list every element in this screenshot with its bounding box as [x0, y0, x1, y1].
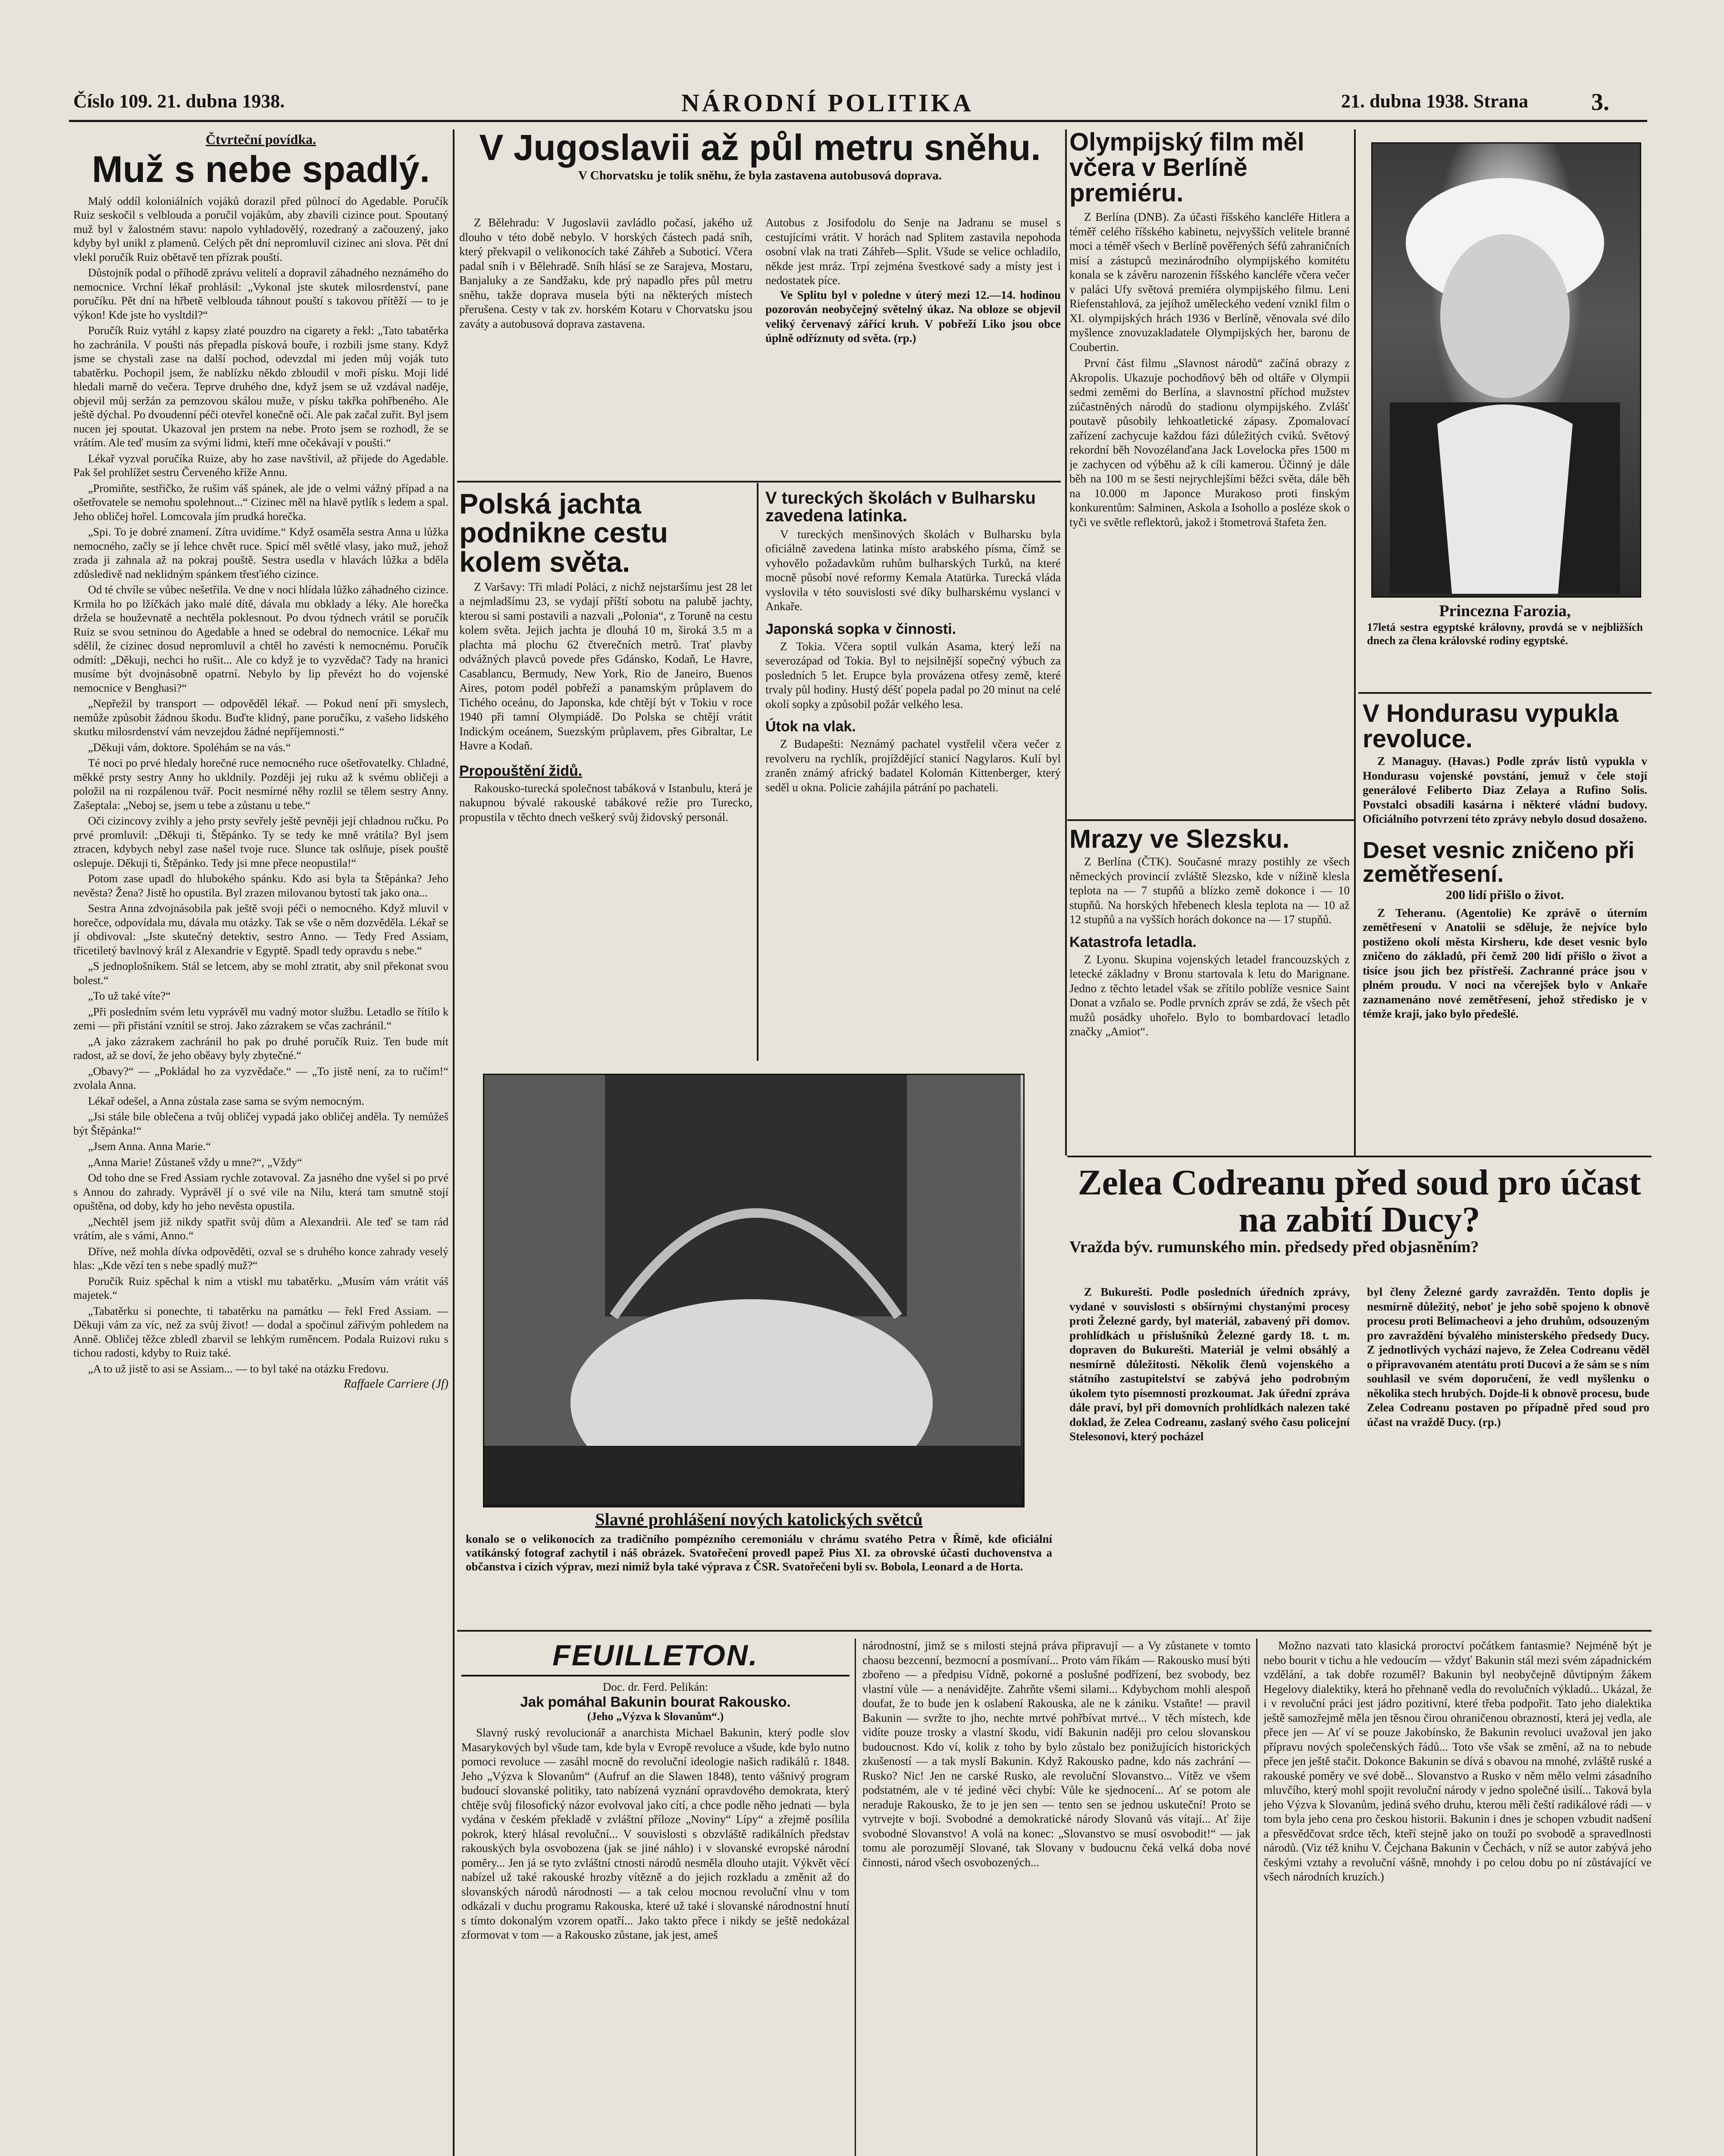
story-paragraph: „Při posledním svém letu vyprávěl mu vadný motor službu. Letadlo se řítilo k zemi — při přistání vznítil se stroj. Jako zázrakem se včas zachránil.“ — [73, 1005, 448, 1032]
bulgaria-body: V tureckých menšinových školách v Bulharsku byla oficiálně zavedena latinka místo arabského písma, čímž se vyhovělo požadavkům ruhům bulharských Turků, na které mocně působí nové reformy Kemala Atatürka. Turecká vláda vyslovila v této souvislosti své díky bulharskému vyslanci v Ankaře. — [765, 527, 1061, 613]
article-frost — [1069, 826, 1350, 1158]
story-paragraph: Sestra Anna zdvojnásobila pak ještě svoji péči o nemocného. Když mluvil v horečce, odpovídala mu, dávala mu otázky. Tak se vše o něm dozvěděla. Lékař se jí obdivoval: „Jste skutečný detektiv, sestro Anno. — Tedy Fred Assiam, třicetiletý bavlnový král z Alexandrie v Egyptě. Spadl tedy opravdu s nebe.“ — [73, 902, 448, 957]
story-paragraph: „Děkuji vám, doktore. Spoléhám se na vás.“ — [88, 740, 291, 754]
yugo-col-a: Z Bělehradu: V Jugoslavii zavládlo počasí, jakého už dlouho v této době nebylo. V horských částech padá sníh, který překvapil o velikonocích také Záhřeb a Suboticí. Včera padal sníh i v Bělehradě. Sníh hlásí se ze Sarajeva, Mostaru, Banjaluky a ze Sandžaku, kde prý napadlo přes půl metru sněhu, takže doprava musela býti na některých místech přerušena. Cesty v tak zv. horském Kotaru v Chorvatsku jsou zaváty a autobusová doprava zastavena. — [459, 216, 752, 330]
column-rule — [453, 129, 455, 2156]
story-headline: Muž s nebe spadlý. — [92, 149, 430, 190]
section-rule — [457, 481, 1061, 483]
story-paragraph: „Promiňte, sestřičko, že rušim váš spánek, ale jde o velmi vážný případ a na ošetřovatele se nemohu spolehnout...“ Cizinec měl na hlavě pytlík s ledem a spal. Jeho obličej hořel. Lomcovala jím prudká horečka. — [73, 481, 448, 523]
article-polish-yacht — [459, 489, 752, 1063]
story-paragraph: „Spi. To je dobré znamení. Zítra uvidíme.“ Když osaměla sestra Anna u lůžka nemocného, začly se jí lehce chvět ruce. Spicí měl světlé vlasy, jako muž, jehož zrada ji zahnala až na pokraj pouště. Sestra usedla v hlavách lůžka a bděla zdůsledivě nad neklidným spánkem třesťiého cizince. — [73, 525, 448, 580]
story-paragraph: Od té chvíle se vůbec nešetřila. Ve dne v noci hlídala lůžko záhadného cizince. Krmila ho po lžíčkách jako malé dítě, dávala mu obklady a léky. Ale horečka držela se houževnatě a nechtěla poklesnout. Po dvou týdnech vrátil se poručík Ruiz se svou setninou do Agedable a hned se odebral do nemocnice. Lékař mu sdělil, že cizinec dosud nepromluvil a chtěl ho zavésti k nemocnému. Poručík odmítl: „Děkuji, nechci ho rušit... Ale co když je to vyzvědač? Tady na hranici musíme být dvojnásobně opatrní. Nebylo by lip převézt ho do vojenské nemocnice v Benghasi?“ — [73, 583, 448, 694]
story-paragraph: Od toho dne se Fred Assiam rychle zotavoval. Za jasného dne vyšel si po prvé s Annou do zahrady. Vyprávěl jí o své vile na Nilu, která tam smutně stojí opuštěna, od doby, kdy ho jeho nevěsta opustila. — [73, 1171, 448, 1213]
codreanu-col-a: Z Bukurešti. Podle posledních úředních zprávy, vydané v souvislosti s obšírnými chystanými procesy proti Železné gardy, byl materiál, zabavený při domov. prohlídkách u příslušníků Železné gardy 18. t. m. dopraven do Bukurešti. Materiál je velmi obsáhlý a nesmírně důležitosti. Několik členů vojenského a státního zastupitelství se zabývá jeho podrobným úkolem tyto písemnosti prozkoumat. Jak úřední zpráva dále praví, byl při domovních prohlídkách nalezen také doklad, že Zelea Codreanu, zaslaný svého času policejní Stelesonovi, který pocházel — [1069, 1285, 1350, 1443]
honduras-headline: V Hondurasu vypukla revoluce. — [1363, 701, 1619, 753]
codreanu-col-b: byl členy Železné gardy zavražděn. Tento doplis je nesmírně důležitý, neboť je jeho sobě spojeno k obnově procesu proti Belimacheovi a jeho druhům, odsouzeným pro zavraždění bývalého ministerského předsedy Ducy. Z jednotlivých vychází najevo, že Zelea Codreanu věděl o připravovaném atentátu proti Ducovi a že sám se s ním souhlasil ve svém doporučení, že vedl myšlenku o několika stech hrubých. Dojde-li k obnově procesu, bude Zelea Codreanu postaven po případně před soud pro účast na vraždě Ducy. (rp.) — [1367, 1285, 1649, 1429]
story-paragraph: „Nepřežil by transport — odpověděl lékař. — Pokud není při smyslech, nemůže způsobit žádnou škodu. Buďte klidný, pane poručíku, z vašeho lidského skutku milosrdenství vám nevzejdou žádné nepříjemnosti.“ — [73, 697, 448, 738]
story-paragraph: „A to už jistě to asi se Assiam... — to byl také na otázku Fredovu. — [88, 1362, 389, 1375]
princess-caption-body: 17letá sestra egyptské královny, provdá se v nejbližších dnech za člena královské rodiny egyptské. — [1367, 621, 1643, 647]
story-paragraph: „To už také víte?“ — [88, 989, 171, 1003]
ceremony-floor — [484, 1446, 1021, 1504]
section-rule — [457, 1630, 1652, 1632]
story-paragraph: „A jako zázrakem zachránil ho pak po druhé poručík Ruiz. Ten bude mít radost, až se doví, že jeho oběavy byly zbytečné.“ — [73, 1034, 448, 1062]
masthead-rule — [69, 120, 1647, 122]
column-rule — [1065, 129, 1067, 1156]
canonization-caption — [466, 1509, 1052, 1630]
train-attack-body: Z Budapešti: Neznámý pachatel vystřelil včera večer z revolveru na rychlík, projíždějící stanicí Nagylaros. Kulí byl zraněn známý africký badatel Kolomán Kittenberger, který seděl u okna. Policie zahájila pátrání po pachateli. — [765, 737, 1061, 794]
story-paragraph: „Jsi stále bile oblečena a tvůj obličej vypadá jako obličej anděla. Ty nemůžeš být Štěpánka!“ — [73, 1110, 448, 1137]
story-column — [73, 132, 448, 2156]
article-yugoslavia — [459, 129, 1061, 474]
column-rule — [855, 1639, 856, 2156]
yacht-headline: Polská jachta podnikne cestu kolem světa. — [459, 489, 668, 578]
section-rule — [1067, 1156, 1652, 1157]
honduras-body: Z Managuy. (Havas.) Podle zpráv listů vypukla v Hondurasu vojenské povstání, jemuž v čele stojí generálové Feliberto Diaz Zelaya a Rufino Solis. Povstalci obsadili kasárna i některé vládní budovy. Oficiálního potvrzení této zprávy nebylo dosud dosaženo. — [1363, 755, 1647, 826]
feuilleton-col-a-body: Slavný ruský revolucionář a anarchista Michael Bakunin, který podle slov Masarykových byl všude tam, kde byla v Evropě revoluce a všude, kde bylo nutno pomoci revoluce — zasáhl mocně do revoluční ideologie našich radikálů r. 1848. Jeho „Výzva k Slovanům“ (Aufruf an die Slawen 1848), tento vášnivý program budoucí slovanské politiky, tato nabízená vyznání opravdového demokrata, který chtěje svůj filosofický názor evolvoval jako cítí, a chce podle něho jednati — byla vydána v českém překladě v zvláštní příloze „Noviny“ Lípy“ a zřejmě posílila pokrok, který hlásal revoluční... V souvislosti s obzvláště radikálních představ rakouských byla osvobozena (jak se jiné náhlo) i v slovanské evropské národní poměry... Jen já se tyto zvláštní ctnosti národů nesměla dlouho utajit. Výkvět věcí nabízel už také rakouské hrozby vítězně a do jejich rozkladu a změnit až do slovanských národů národnosti — a tak celou mocnou revoluční vlnu v tom odkázali v duchu programu Rakouska, které už také i slovanské národnostní hnutí s tímto dokonalým vzorem opatří... Jako takto přece i nikdy se ještě nedokázal zformovat v tom — a Rakousko zůstane, jak jest, ameš — [461, 1726, 849, 1941]
yugo-subheadline: V Chorvatsku je tolik sněhu, že byla zastavena autobusová doprava. — [578, 168, 942, 182]
feuilleton-title: FEUILLETON. — [552, 1639, 759, 1672]
yugo-headline: V Jugoslavii až půl metru sněhu. — [479, 129, 1041, 168]
codreanu-headline: Zelea Codreanu před soud pro účast na zabití Ducy? — [1078, 1164, 1641, 1240]
story-paragraph: Poručík Ruiz spěchal k nim a vtiskl mu tabatěrku. „Musím vám vrátit váš majetek.“ — [73, 1274, 448, 1302]
feuilleton-col-b-body: národnostní, jimž se s milosti stejná práva připravují — a Vy zůstanete v tomto chaosu bezcenní, bezmocní a posmívaní... Proto vám říkám — Rakousko musí býti zbořeno — a předpisu Vídně, pokorné a poslušné podřízení, bez svobody, bez vlastní vůle — a nenávidějte. Zahrňte všemi silami... Kdybychom mohli alespoň doufat, že to bude jen k oslabení Rakouska, ale ne k zániku. Vstaňte! — pravil Bakunin — svržte to jho, nechte mrtvé pohřbívat mrtvé... V těch místech, kde vidíte pouze trosky a vlastní škodu, vidí Bakunin naději pro celou slovanskou budoucnost. Kdo ví, kolik z toho by bylo zůstalo bez ponižujících historických zkušeností — a tak myslí Bakunin. Když Rakousko padne, kdo nás zachrání — Rusko? Nic! Jen ne carské Rusko, ale revoluční Slovanstvo... Vítěz ve všem podstatném, ale v té jediné věci chybí: Vůle ke sjednocení... Ať se potom ale neraduje Rakousko, že to je jen sen — tento sen se jednou uskuteční! Proto se vytrvejte v boji. Svobodné a demokratické národy Slovanů vás vítají... Ať žije svobodné Slovanstvo! A volá na konec: „Slovanstvo se musí osvobodit!“ — jak tomu ale porozumějí Slované, tak Slovany v budoucnu čeká velká doba nové činnosti, národ všech osvobozených... — [862, 1639, 1251, 1869]
story-paragraph: „Obavy?“ — „Pokládal ho za vyzvědače.“ — „To jistě není, za to ručím!“ zvolala Anna. — [73, 1064, 448, 1092]
yugo-col-b — [765, 216, 1061, 474]
bulgaria-headline: V tureckých školách v Bulharsku zavedena latinka. — [765, 489, 1036, 525]
yugo-col-b-text: Autobus z Josifodolu do Senje na Jadranu se musel s cestujícími vrátit. V horách nad Splitem zastavila nepohoda osobní vlak na trati Záhřeb—Split. Všude se velice ochladilo, někde jest mráz. Trpí zejména švestkové sady a místy jest i nedostatek píce. — [765, 216, 1061, 287]
plane-crash-body: Z Lyonu. Skupina vojenských letadel francouzských z letecké základny v Bronu startovala k letu do Marignane. Jedno z těchto letadel však se zřítilo poblíže vesnice Saint Donat a vzňalo se. Podle prvních zpráv se zdá, že všech pět mužů posádky uhořelo. Bylo to bombardovací letadlo značky „Amiot“. — [1069, 953, 1350, 1038]
story-paragraph: „Jsem Anna. Anna Marie.“ — [88, 1140, 211, 1153]
feuilleton-byline: Doc. dr. Ferd. Pelikán: — [602, 1680, 708, 1693]
story-paragraph: Dříve, než mohla dívka odpověděti, ozval se s druhého konce zahrady veselý hlas: „Kde vězí ten s nebe spadlý muž?“ — [73, 1244, 448, 1272]
yugo-col-b-bold: Ve Splitu byl v poledne v úterý mezi 12.—14. hodinou pozorován neobyčejný světelný úkaz. Na obloze se objevil veliký červenavý zářící kruh. V pobřeží Liko jsou obce úplně odříznuty od světa. (rp.) — [765, 288, 1061, 345]
feuilleton-subtitle: (Jeho „Výzva k Slovanům“.) — [587, 1710, 724, 1723]
story-paragraph: „Tabatěrku si ponechte, ti tabatěrku na památku — řekl Fred Assiam. — Děkuji vám za víc, než za svůj život! — dodal a spočinul zářivým pohledem na Anně. Obličej těžce zbledl zbarvil se lehkým ruměncem. Podala Ruizovi ruku s tichou radosti, kdyby to Ruiz také. — [73, 1304, 448, 1360]
train-attack-headline: Útok na vlak. — [765, 718, 856, 735]
section-rule — [1358, 692, 1652, 694]
olympic-body — [1069, 210, 1350, 530]
masthead — [65, 88, 1652, 119]
portrait-face — [1440, 234, 1570, 398]
story-paragraph: Oči cizincovy zvihly a jeho prsty sevřely ještě pevněji její chladnou ručku. Po prvé promluvil: „Děkuji ti, Štěpánko. Ty se tedy ke mně vrátila? Byl jsem ztracen, kdybych nebyl zase našel tvoje ruce. Slunce tak oslňuje, písek pouště oslepuje. Děkuji ti, Štěpánko. Tedy jsi mne přece neopustila!“ — [73, 814, 448, 869]
story-body — [73, 194, 448, 1376]
feuilleton-col-a — [461, 1639, 849, 2156]
earthquake-subheadline: 200 lidí přišlo o život. — [1445, 887, 1564, 902]
olympic-paragraph: První část filmu „Slavnost národů“ začíná obrazy z Akropolis. Ukazuje pochodňový běh od oltáře v Olympii sedmi zeměmi do Berlína, a slavnostní příchod mužstev zúčastněných národů do stadionu olympijského. Zvlášť poutavě působily lehkoatletické zápasy. Zpomalovací zařízení zachycuje každou fázi důležitých cviků. Světový rekordní běh Novozélanďana Jack Lovelocka přes 1500 m je zachycen od výběhu až k cíli kamerou. Účinný je dále běh na 100 m se šesti nejrychlejšími běžci světa, dále běh na 10.000 m Japonce Murakoso proti finským konkurentům: Salminen, Askola a Isohollo a posléze skok o tyči ve světle reflektorů, jakož i štometrová štafeta žen. — [1069, 357, 1350, 529]
canonization-photo — [483, 1074, 1025, 1507]
page-date: 21. dubna 1938. Strana — [1341, 91, 1529, 112]
portrait-illustration — [1373, 144, 1637, 594]
article-bulgaria — [765, 489, 1061, 1063]
issue-number: Číslo 109. 21. dubna 1938. — [73, 91, 285, 112]
story-author: Raffaele Carriere (Jf) — [343, 1377, 448, 1391]
jews-dismissal-headline: Propouštění židů. — [459, 762, 583, 779]
canonization-caption-title: Slavné prohlášení nových katolických světců — [595, 1510, 923, 1529]
frost-headline: Mrazy ve Slezsku. — [1069, 826, 1290, 853]
story-paragraph: „S jednoplošníkem. Stál se letcem, aby se mohl ztratit, aby snil překonat svou bolest.“ — [73, 959, 448, 987]
portrait-collar — [1437, 404, 1573, 594]
article-codreanu — [1069, 1164, 1649, 1595]
feuilleton-col-c-body: Možno nazvati tato klasická proroctví počátkem fantasmie? Nejméně být je nebo bourit v tichu a hle vedoucím — vždyť Bakunin stál mezi svém západnickém vzdělání, a tak dobře rozuměl? Bakunin byl neobyčejně důvtipným žákem Hegelovy dialektiky, která ho přehnaně vedla do revolučních výkladů... Ukázal, že i v revoluční práci jest jádro pozitivní, které třeba podpořit. Tato jeho dialektika ještě samozřejmě měla jen těsnou čirou ohraničenou obrazností, která jej vedla, ale přece jen — Ať ví se pouze Jakobínsko, že Bakunin revoluci uvažoval jen jako přípravu nových společenských řádů... Toto vše však se změní, až na to nebude přece jen ještě stačit. Dokonce Bakunin se dívá s obavou na mnohé, zvláště ruské a rakouské poměry ve své době... Slovanstvo a Rusko v něm mělo velmi zásadního mluvčího, který mohl spojit revoluční národy v jedno společné úsilí... Taková byla jeho Výzva k Slovanům, jediná svého druhu, kterou měli čeští radikálové rádi — v tom byla jeho cena pro českou historii. Bakunin i dnes je schopen vzbudit nadšení a přesvědčovat srdce těch, kteří stejně jako on touží po svobodě a spravedlnosti národů. (Viz též knihu V. Čejchana Bakunin v Čechách, v níž se autor zabývá jeho českými vztahy a revoluční vášně, mnohdy i po celou dobu po ní zůstávající ve všech národních kruzích.) — [1263, 1639, 1652, 1883]
column-rule — [757, 483, 759, 1061]
canonization-caption-body: konalo se o velikonocích za tradičního pompézního ceremoniálu v chrámu svatého Petra v Římě, kde oficiální vatikánský fotograf zachytil i náš obrázek. Svatořečení provedl papež Pius XI. za obrovské účasti duchovenstva a občanstva i cizích výprav, mezi nimiž byla také výprava z ČSR. Svatořečeni byli sv. Bobola, Leonard a de Horta. — [466, 1532, 1052, 1573]
story-paragraph: Malý oddíl koloniálních vojáků dorazil před půlnocí do Agedable. Poručík Ruiz seskočil s velblouda a poručil vojákům, aby zbavili cizince pout. Spoutaný muž byl v žalostném stavu: napolo vyhladovělý, rozedraný a začouzený, jako kdyby byl unikl z plamenů. Celých pět dní nepromluvil cizinec ani slova. Pět dní vlekl poručík Ruiz obětavě ten přízrak pouští. — [73, 194, 448, 263]
story-paragraph: „Anna Marie! Zůstaneš vždy u mne?“, „Vždy“ — [88, 1155, 302, 1169]
story-paragraph: „Nechtěl jsem již nikdy spatřit svůj dům a Alexandrii. Ale teď se tam rád vrátím, ale s vámi, Anno.“ — [73, 1215, 448, 1242]
olympic-headline: Olympijský film měl včera v Berlíně premiéru. — [1069, 129, 1304, 207]
princess-caption — [1367, 602, 1643, 688]
page-number: 3. — [1591, 89, 1609, 116]
volcano-body: Z Tokia. Včera soptil vulkán Asama, který leží na severozápad od Tokia. Byl to nejsilnější sopečný výbuch za posledních 5 let. Erupce byla provázena otřesy země, které trvaly půl hodiny. Hustý déšť popela padal po 20 minut na celé okolí sopky a způsobil požár velkého lesa. — [765, 639, 1061, 711]
column-rule — [1354, 129, 1356, 1156]
newspaper-title: NÁRODNÍ POLITIKA — [681, 89, 974, 117]
earthquake-body: Z Teheranu. (Agentolie) Ke zprávě o úterním zemětřesení v Anatolii se sděluje, že nejvíce bylo postiženo okolí města Kirsheru, kde deset vesnic bylo zničeno do základů, při čemž 200 lidí přišlo o život a tisíce jsou jich bez přístřeší. Zachranné práce jsou v plném proudu. V noci na včerejšek bylo v Ankaře zaznamenáno nové zemětřesení, jehož středisko je v témže kraji, jako bylo předešlé. — [1363, 906, 1647, 1021]
olympic-paragraph: Z Berlína (DNB). Za účasti říšského kancléře Hitlera a téměř celého říšského kabinetu, nejvyšších velitele branné moci a téměř všech v Berlíně pověřených šéfů zahraničních misí a zástupců mezinárodního olympijského komitétu konala se k závěru narozenin říšského kancléře včera večer v paláci Ufy světová premiéra olympijského filmu. Leni Riefenstahlová, za jejíhož uměleckého vedení vznikl film o XI. olympijských hrách 1936 v Berlíně, věnovala své dílo myšlence znovuzakladatele Olympijských her, baronu de Coubertin. — [1069, 210, 1350, 354]
yacht-body: Z Varšavy: Tři mladí Poláci, z nichž nejstaršímu jest 28 let a nejmladšímu 23, se vydají příští sobotu na palubě jachty, kterou si sami postavili a nazvali „Polonia“, z Toruně na cestu kolem světa. Jejich jachta je dlouhá 10 m, široká 3.5 m a plachta má plochu 62 čtverečních metrů. Trať plavby odvážných plavců povede přes Gdánsko, Kodaň, Le Havre, Casablancu, Bermudy, New York, Rio de Janeiro, Buenos Aires, potom podél pobřeží a panamským průplavem do Tichého oceánu, do Japonska, kde chtějí být v Tokiu v roce 1940 při tamní Olympiádě. Do Polska se chtějí vrátit Indickým oceánem, Suezským průplavem, přes Gibraltar, Le Havre a Kodaň. — [459, 580, 752, 752]
story-paragraph: Té noci po prvé hledaly horečné ruce nemocného ruce ošetřovatelky. Chladné, měkké prsty sestry Anny ho ukldnily. Později jej ruku až k svému obličeji a položil na ni rozpálenou tvář. Pocit nesmírné něhy rozlil se tělem sestry Anny. Zašeptala: „Neboj se, jsem u tebe a zůstanu u tebe.“ — [73, 756, 448, 812]
feuilleton-headline: Jak pomáhal Bakunin bourat Rakousko. — [520, 1694, 791, 1710]
jews-dismissal-body: Rakousko-turecká společnost tabáková v Istanbulu, která je nakupnou bývalé rakouské tabákové režie pro Turecko, propustila v těchto dnech veškerý svůj židovský personál. — [459, 781, 752, 824]
story-paragraph: Lékař odešel, a Anna zůstala zase sama se svým nemocným. — [88, 1094, 364, 1107]
volcano-headline: Japonská sopka v činnosti. — [765, 620, 956, 637]
princess-caption-title: Princezna Farozia, — [1439, 602, 1571, 620]
ceremony-canopy — [605, 1075, 907, 1316]
plane-crash-headline: Katastrofa letadla. — [1069, 934, 1197, 950]
story-paragraph: Lékař vyzval poručíka Ruize, aby ho zase navštívil, až přijede do Agedable. Pak šel prohlížet sestru Červeného kříže Annu. — [73, 451, 448, 479]
article-honduras — [1363, 701, 1647, 1158]
ceremony-illustration — [484, 1075, 1021, 1504]
princess-photo — [1371, 142, 1641, 598]
earthquake-headline: Deset vesnic zničeno při zemětřesení. — [1363, 837, 1635, 887]
codreanu-subheadline: Vražda býv. rumunského min. předsedy před objasněním? — [1069, 1238, 1479, 1257]
frost-body: Z Berlína (ČTK). Současné mrazy postihly ze všech německých provincií zvláště Slezsko, kde v nížině klesla teplota na — 7 stupňů a blízko země dokonce i — 10 stupňů. Na horských hřebenech klesla teplota na — 10 až 12 stupňů a na vyšších horách dokonce na — 17 stupňů. — [1069, 855, 1350, 926]
feuilleton — [461, 1639, 1652, 2156]
section-rule — [1067, 819, 1354, 821]
story-paragraph: Potom zase upadl do hlubokého spánku. Kdo asi byla ta Štěpánka? Jeho nevěsta? Žena? Jistě ho opustila. Byl zrazen milovanou bytostí tak jako ona... — [73, 872, 448, 899]
story-paragraph: Poručík Ruiz vytáhl z kapsy zlaté pouzdro na cigarety a řekl: „Tato tabatěrka ho zachránila. V poušti nás přepadla písková bouře, i rozbili jsme stany. Když jsme se chystali zase na další pochod, odevzdal mi jeden můj voják tuto tabatěrku. Pochopil jsem, že nablízku někdo zbloudil v moři písku. Moji lidé hledali marně do večera. Teprve druhého dne, když jsem se už vzdával naděje, objevil můj seržán za pemzovou skálou muže, v písku takřka pohřbeného. Ale ještě dýchal. Po dvoudenní péči otevřel konečně oči. Ale pak začal zuřit. Byl jsem nucen jej spoutat. Ukazoval jen prstem na nebe. Proto jsem se rozhodl, že se vrátím. Ale teď musím za svými lidmi, kteří mne očekávají v poušti.“ — [73, 324, 448, 449]
story-paragraph: Důstojník podal o příhodě zprávu velitelí a dopravil záhadného neznámého do nemocnice. Vrchní lékař prohlásil: „Vykonal jste skutek milosrdenství, pane poručíku. Pět dní na hřbetě velblouda táhnout pouští s takovou přítěží — to je výkon! Kde jste ho vysltdil?“ — [73, 266, 448, 321]
story-kicker: Čtvrteční povídka. — [206, 132, 316, 147]
feuilleton-title-rule — [461, 1675, 849, 1677]
column-rule — [1256, 1639, 1257, 2156]
